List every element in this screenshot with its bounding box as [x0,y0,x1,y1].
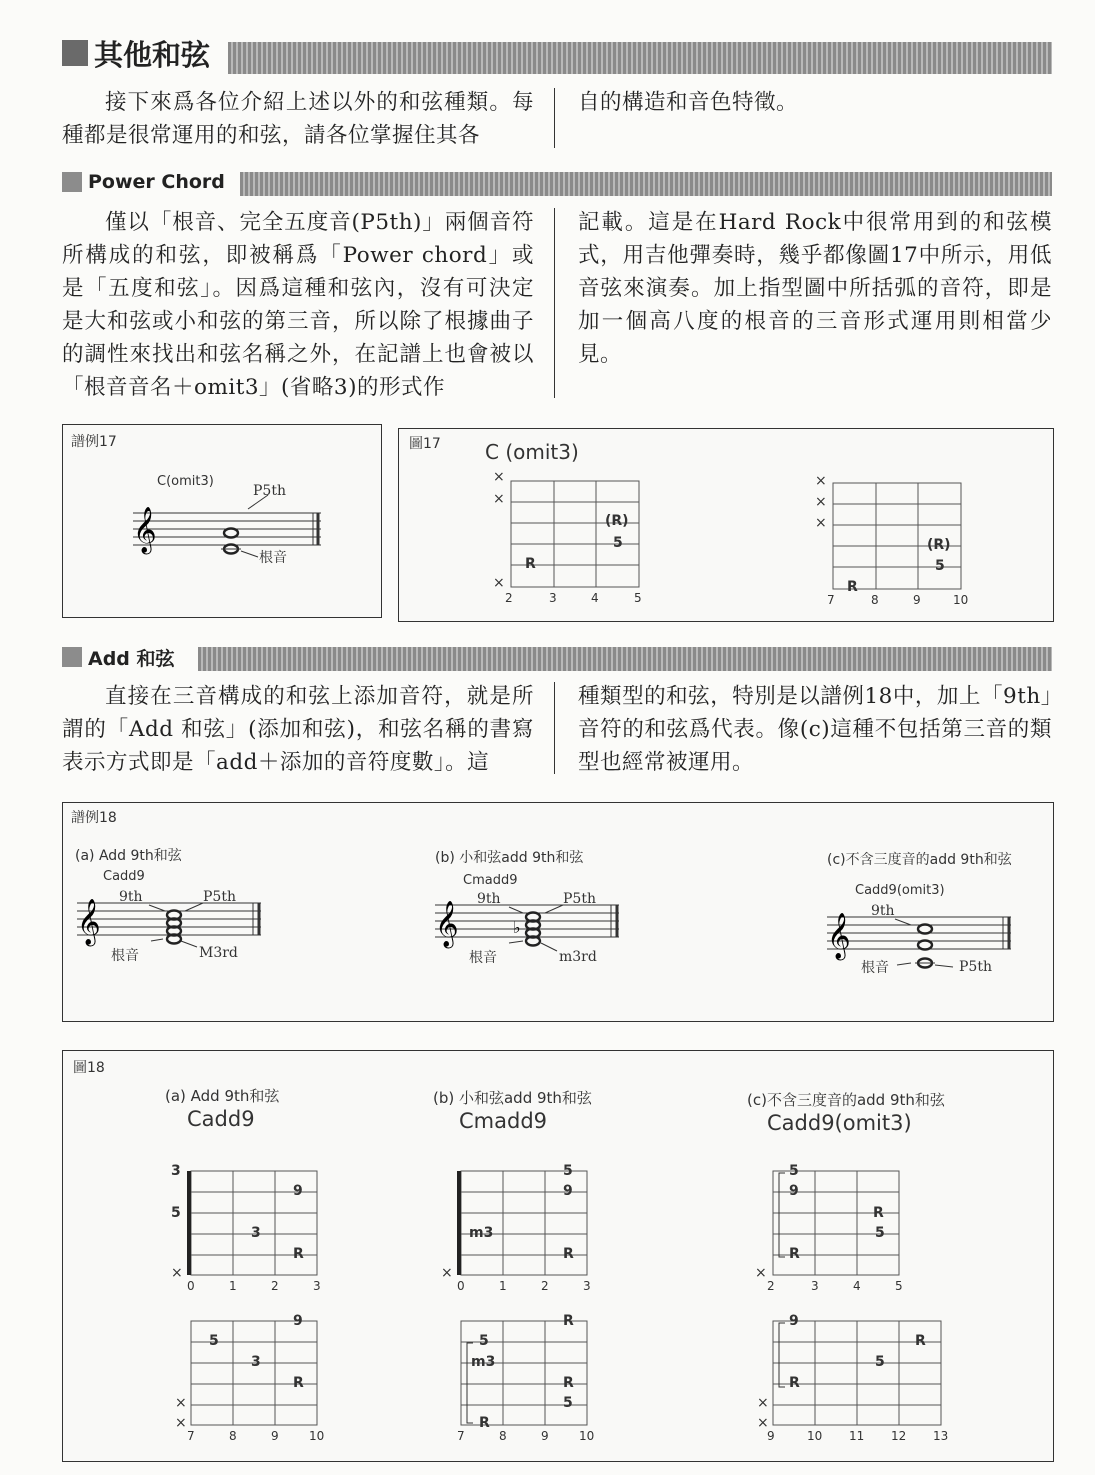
octave-root-mark: (R) [605,513,629,529]
fifth-mark: 5 [209,1333,219,1349]
fret-number: 3 [549,591,557,605]
intro-right-text: 自的構造和音色特徵。 [578,90,799,115]
root-mark: R [915,1333,926,1349]
treble-clef-icon: 𝄞 [827,913,851,959]
caption-c: (c)不含三度音的add 9th和弦 [827,852,1012,868]
ninth-mark: 9 [563,1183,573,1199]
fifth-mark: 5 [563,1163,573,1179]
fret-number: 3 [583,1279,591,1293]
caption-a: (a) Add 9th和弦 [165,1087,280,1105]
third-label: M3rd [199,945,238,961]
mute-mark: × [815,473,827,489]
note-head [918,925,932,934]
chord-name: C (omit3) [485,440,579,464]
add-right-text: 種類型的和弦，特別是以譜例18中，加上「9th」音符的和弦爲代表。像(c)這種不包括第三音的類型也經常被運用。 [578,684,1052,775]
mute-mark: × [493,469,505,485]
fifth-mark: 5 [563,1395,573,1411]
fret-number: 10 [579,1429,595,1443]
root-mark: R [525,556,536,572]
p5th-label: P5th [563,891,596,907]
fret-number: 5 [634,591,642,605]
mute-mark: × [757,1395,769,1411]
note-head [918,941,932,950]
section-square-icon [62,172,82,192]
treble-clef-icon: 𝄞 [77,899,101,945]
power-section-header [62,167,231,197]
third-mark: 3 [251,1354,261,1370]
mute-mark: × [757,1415,769,1431]
fret-number: 4 [853,1279,861,1293]
fret-number: 4 [591,591,599,605]
ninth-label: 9th [477,891,501,907]
fret-number: 9 [913,593,921,607]
staff-example-18 [63,803,1053,1021]
section-title-bar [198,647,1052,671]
figure-18-box [62,1050,1054,1462]
fret-number: 9 [541,1429,549,1443]
add-section-title: Add 和弦 [88,647,175,670]
third-mark: 3 [171,1163,181,1179]
mute-mark: × [171,1265,183,1281]
add-section-header [62,642,181,672]
caption-a: (a) Add 9th和弦 [75,848,182,864]
mute-mark: × [493,491,505,507]
fret-number: 7 [827,593,835,607]
chord-name: Cadd9 [187,1107,255,1131]
caption-b: (b) 小和弦add 9th和弦 [435,850,584,866]
fret-number: 10 [309,1429,325,1443]
example-18-box [62,802,1054,1022]
p5th-label: P5th [959,959,992,975]
fret-number: 8 [499,1429,507,1443]
fret-number: 10 [953,593,969,607]
chord-name: Cadd9(omit3) [767,1111,912,1135]
fifth-mark: 5 [613,535,623,551]
root-label: 根音 [469,950,497,966]
section-title-bar [240,172,1052,196]
fret-number: 9 [767,1429,775,1443]
column-divider [554,208,555,398]
third-label: m3rd [559,949,597,965]
mute-mark: × [815,494,827,510]
fret-number: 9 [271,1429,279,1443]
root-mark: R [789,1246,800,1262]
fret-number: 2 [505,591,513,605]
ninth-mark: 9 [293,1183,303,1199]
figure-18-label: 圖18 [73,1060,105,1076]
fifth-mark: 5 [875,1225,885,1241]
power-section-title: Power Chord [88,171,225,193]
chord-name: Cmadd9 [459,1109,548,1133]
root-mark: R [563,1246,574,1262]
fret-number: 1 [499,1279,507,1293]
section-square-icon [62,647,82,667]
treble-clef-icon: 𝄞 [435,901,459,947]
fret-number: 2 [541,1279,549,1293]
chord-name: Cadd9(omit3) [855,883,945,898]
ninth-label: 9th [119,889,143,905]
fret-number: 3 [313,1279,321,1293]
mute-mark: × [175,1395,187,1411]
fifth-mark: 5 [935,558,945,574]
staff-example-17 [63,425,381,617]
mute-mark: × [815,515,827,531]
root-label: 根音 [111,948,139,964]
third-mark: 3 [251,1225,261,1241]
caption-b: (b) 小和弦add 9th和弦 [433,1089,592,1107]
intro-left-text: 接下來爲各位介紹上述以外的和弦種類。每種都是很常運用的和弦，請各位掌握住其各 [62,90,534,148]
add-left-text: 直接在三音構成的和弦上添加音符，就是所謂的「Add 和弦」(添加和弦)，和弦名稱的書寫表示方式即是「add＋添加的音符度數」。這 [62,684,534,775]
fret-number: 5 [895,1279,903,1293]
p5th-label: P5th [203,889,236,905]
mute-mark: × [755,1265,767,1281]
column-divider [554,682,555,774]
fifth-mark: 5 [875,1354,885,1370]
fifth-mark: 5 [171,1205,181,1221]
fret-number: 8 [871,593,879,607]
figure-17-label: 圖17 [409,436,441,452]
root-mark: R [293,1246,304,1262]
ninth-label: 9th [871,903,895,919]
fret-number: 10 [807,1429,823,1443]
fifth-mark: 5 [479,1333,489,1349]
root-mark: R [847,579,858,595]
example-17-box [62,424,382,618]
chord-name: C(omit3) [157,474,214,489]
fret-number: 12 [891,1429,907,1443]
root-mark: R [563,1375,574,1391]
note-head [224,529,238,538]
section-square-icon [62,40,88,66]
chord-name: Cadd9 [103,869,145,884]
fret-number: 13 [933,1429,949,1443]
ninth-mark: 9 [789,1313,799,1329]
figure-17-box [398,428,1054,622]
section-title-bar [228,42,1052,74]
flat-sign-icon: ♭ [513,918,521,937]
fret-number: 2 [767,1279,775,1293]
root-mark: R [479,1415,490,1431]
fret-number: 11 [849,1429,865,1443]
p5th-label: P5th [253,483,286,499]
main-section-title: 其他和弦 [94,37,211,72]
ninth-mark: 9 [789,1183,799,1199]
root-label: 根音 [861,960,889,976]
power-right-text: 記載。這是在Hard Rock中很常用到的和弦模式，用吉他彈奏時，幾乎都像圖17中所示，用低音弦來演奏。加上指型圖中所括弧的音符，即是加一個高八度的根音的三音形式運用則相當少見。 [578,210,1052,367]
fret-number: 1 [229,1279,237,1293]
power-left-text: 僅以「根音、完全五度音(P5th)」兩個音符所構成的和弦，即被稱爲「Power chord」或是「五度和弦」。因爲這種和弦內，沒有可決定是大和弦或小和弦的第三音，所以除了根據曲子的調性來找出和弦名稱之外，在記譜上也會被以「根音音名＋omit3」(省略3)的形式作 [62,210,534,400]
caption-c: (c)不含三度音的add 9th和弦 [747,1091,945,1109]
chord-name: Cmadd9 [463,873,518,888]
mute-mark: × [441,1265,453,1281]
root-mark: R [873,1205,884,1221]
ninth-mark: 9 [293,1313,303,1329]
root-mark: R [789,1375,800,1391]
fret-number: 2 [271,1279,279,1293]
fret-number: 0 [457,1279,465,1293]
root-mark: R [563,1313,574,1329]
fret-number: 0 [187,1279,195,1293]
fret-number: 7 [187,1429,195,1443]
example-18-label: 譜例18 [71,810,117,826]
example-17-label: 譜例17 [71,434,117,450]
minor-third-mark: m3 [469,1225,494,1241]
fret-number: 8 [229,1429,237,1443]
fret-number: 7 [457,1429,465,1443]
treble-clef-icon: 𝄞 [133,507,157,553]
mute-mark: × [493,575,505,591]
root-mark: R [293,1375,304,1391]
mute-mark: × [175,1415,187,1431]
fifth-mark: 5 [789,1163,799,1179]
root-label: 根音 [259,550,287,566]
octave-root-mark: (R) [927,537,951,553]
minor-third-mark: m3 [471,1354,496,1370]
fret-number: 3 [811,1279,819,1293]
column-divider [554,88,555,148]
